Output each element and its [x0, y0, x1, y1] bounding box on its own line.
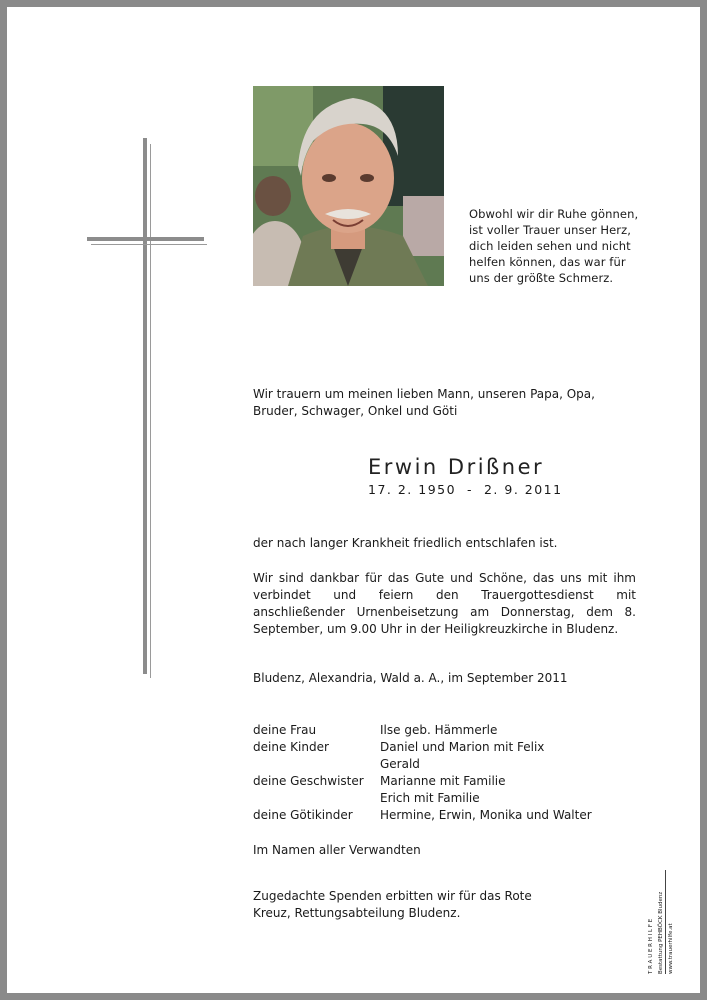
passing-text: der nach langer Krankheit friedlich entschlafen ist. [253, 536, 558, 550]
family-names: Ilse geb. Hämmerle [380, 723, 498, 737]
family-row [253, 756, 592, 773]
portrait-photo [253, 86, 444, 286]
place-date-text: Bludenz, Alexandria, Wald a. A., im September 2011 [253, 671, 568, 685]
family-relation: deine Kinder [253, 740, 329, 754]
poem [469, 206, 649, 286]
family-row [253, 722, 592, 739]
family-list [253, 722, 592, 824]
cross-horizontal-bar [87, 237, 204, 241]
donation-text: Zugedachte Spenden erbitten wir für das Rote Kreuz, Rettungsabteilung Bludenz. [253, 889, 532, 920]
family-relation: deine Geschwister [253, 774, 364, 788]
logo-line: www.trauerhilfe.at [668, 923, 674, 974]
deceased-name: Erwin Drißner [368, 455, 545, 479]
poem-line: helfen können, das war für [469, 255, 626, 269]
family-names: Erich mit Familie [380, 791, 480, 805]
poem-line: dich leiden sehen und nicht [469, 239, 631, 253]
family-names: Gerald [380, 757, 420, 771]
intro-text: Wir trauern um meinen lieben Mann, unseren Papa, Opa, Bruder, Schwager, Onkel und Göti [253, 387, 595, 418]
family-row [253, 739, 592, 756]
relatives-text: Im Namen aller Verwandten [253, 843, 421, 857]
funeral-home-logo [646, 870, 682, 974]
family-relation [253, 756, 380, 773]
family-names: Daniel und Marion mit Felix [380, 740, 545, 754]
logo-line: T R A U E R H I L F E [648, 918, 654, 974]
family-relation: deine Götikinder [253, 808, 353, 822]
family-relation: deine Frau [253, 723, 317, 737]
service-text: Wir sind dankbar für das Gute und Schöne, das uns mit ihm verbindet und feiern den Trauergottesdienst mit anschließender Urnenbeisetzung am Donnerstag, dem 8. September, um 9.00 Uhr in der Heiligkreuzkirche in Bludenz. [253, 571, 636, 636]
family-names: Hermine, Erwin, Monika und Walter [380, 808, 592, 822]
poem-line: Obwohl wir dir Ruhe gönnen, [469, 207, 639, 221]
cross-vertical-bar [143, 138, 147, 674]
family-row [253, 807, 592, 824]
cross-vertical-shadow [150, 144, 151, 678]
poem-line: uns der größte Schmerz. [469, 271, 614, 285]
family-row [253, 773, 592, 790]
family-names: Marianne mit Familie [380, 774, 506, 788]
logo-line: Bestattung PEHBÖCK Bludenz [658, 870, 666, 974]
family-relation [253, 790, 380, 807]
cross-horizontal-shadow [91, 244, 207, 245]
family-row [253, 790, 592, 807]
poem-line: ist voller Trauer unser Herz, [469, 223, 631, 237]
life-dates: 17. 2. 1950 - 2. 9. 2011 [368, 482, 563, 497]
